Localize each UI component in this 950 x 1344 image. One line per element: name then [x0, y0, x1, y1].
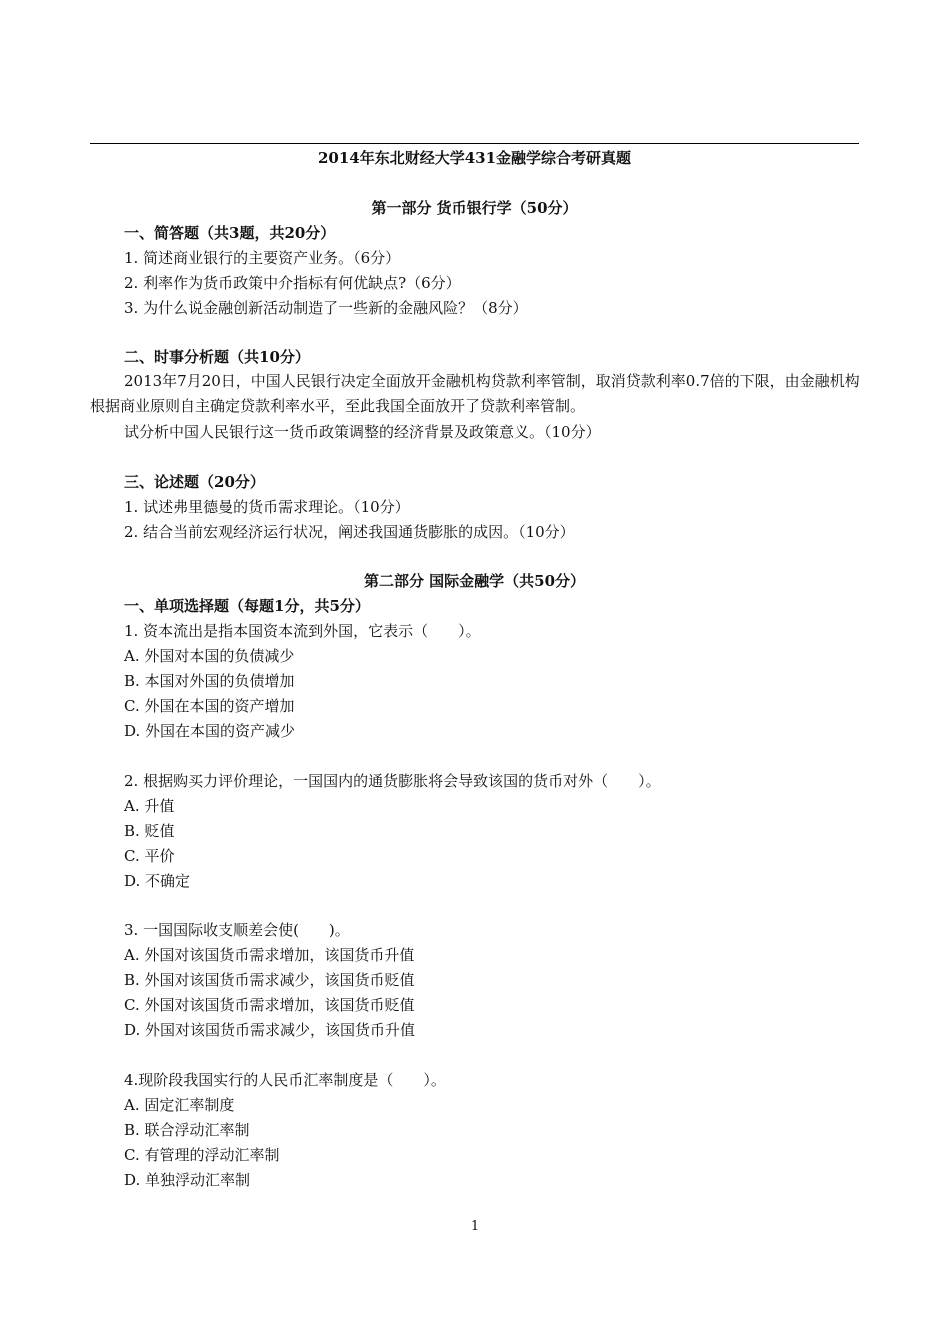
header-rule	[90, 143, 859, 144]
option-c: C. 平价	[124, 847, 175, 865]
part1-s1-item: 3. 为什么说金融创新活动制造了一些新的金融风险？（8分）	[124, 299, 528, 317]
part1-s2-paragraph: 2013年7月20日，中国人民银行决定全面放开金融机构贷款利率管制，取消贷款利率0.7倍的下限，由金融机构根据商业原则自主确定贷款利率水平，至此我国全面放开了贷款利率管制。	[90, 372, 860, 415]
part1-s1-heading: 一、简答题（共3题，共20分）	[124, 224, 336, 242]
option-b: B. 本国对外国的负债增加	[124, 672, 295, 690]
question-text: 2. 根据购买力评价理论，一国国内的通货膨胀将会导致该国的货币对外（ ）。	[124, 772, 661, 790]
part1-s2-heading: 二、时事分析题（共10分）	[124, 348, 310, 366]
option-a: A. 外国对该国货币需求增加，该国货币升值	[124, 946, 415, 964]
part1-s1-item: 1. 简述商业银行的主要资产业务。（6分）	[124, 249, 401, 267]
option-b: B. 外国对该国货币需求减少，该国货币贬值	[124, 971, 415, 989]
part1-s1-item: 2. 利率作为货币政策中介指标有何优缺点?（6分）	[124, 274, 461, 292]
part2-s1-heading: 一、单项选择题（每题1分，共5分）	[124, 597, 370, 615]
option-d: D. 单独浮动汇率制	[124, 1171, 251, 1189]
part1-title: 第一部分 货币银行学（50分）	[371, 199, 578, 217]
option-c: C. 外国在本国的资产增加	[124, 697, 295, 715]
option-a: A. 固定汇率制度	[124, 1096, 235, 1114]
option-d: D. 外国对该国货币需求减少，该国货币升值	[124, 1021, 416, 1039]
part2-title: 第二部分 国际金融学（共50分）	[363, 572, 586, 590]
part1-s3-item: 2. 结合当前宏观经济运行状况，阐述我国通货膨胀的成因。（10分）	[124, 523, 575, 541]
question-text: 3. 一国国际收支顺差会使( )。	[124, 921, 350, 939]
option-b: B. 贬值	[124, 822, 175, 840]
part1-s2-question: 试分析中国人民银行这一货币政策调整的经济背景及政策意义。（10分）	[124, 423, 601, 441]
option-a: A. 升值	[124, 797, 175, 815]
part1-s3-item: 1. 试述弗里德曼的货币需求理论。（10分）	[124, 498, 410, 516]
option-a: A. 外国对本国的负债减少	[124, 647, 295, 665]
part1-s3-heading: 三、论述题（20分）	[124, 473, 265, 491]
exam-title: 2014年东北财经大学431金融学综合考研真题	[317, 149, 632, 167]
question-text: 1. 资本流出是指本国资本流到外国，它表示（ ）。	[124, 622, 481, 640]
page-number: 1	[470, 1219, 480, 1234]
option-c: C. 外国对该国货币需求增加，该国货币贬值	[124, 996, 415, 1014]
option-d: D. 不确定	[124, 872, 191, 890]
question-text: 4.现阶段我国实行的人民币汇率制度是（ ）。	[124, 1071, 446, 1089]
option-c: C. 有管理的浮动汇率制	[124, 1146, 280, 1164]
option-b: B. 联合浮动汇率制	[124, 1121, 250, 1139]
option-d: D. 外国在本国的资产减少	[124, 722, 296, 740]
